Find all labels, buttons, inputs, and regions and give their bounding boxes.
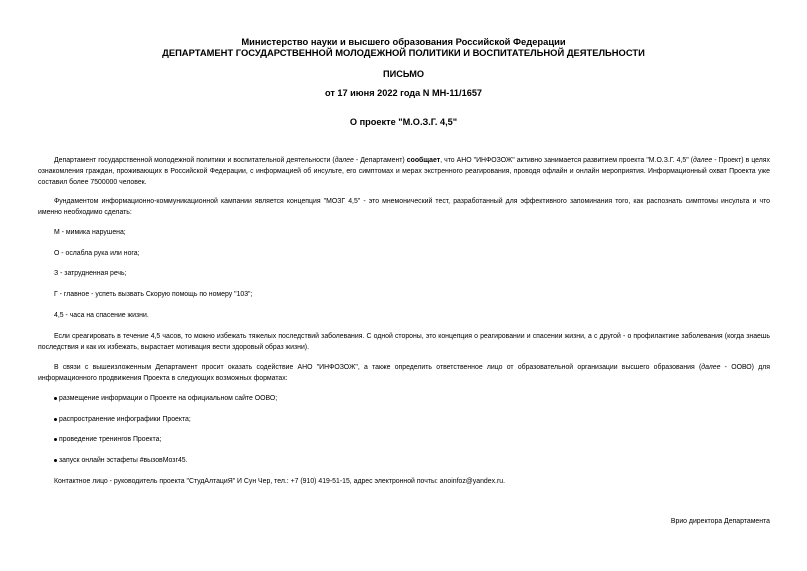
department-heading: ДЕПАРТАМЕНТ ГОСУДАРСТВЕННОЙ МОЛОДЕЖНОЙ ПОЛИТИКИ И ВОСПИТАТЕЛЬНОЙ ДЕЯТЕЛЬНОСТИ [162, 47, 645, 58]
date-number: от 17 июня 2022 года N МН-11/1657 [324, 88, 483, 98]
paragraph-reaction: Если среагировать в течение 4,5 часов, то можно избежать тяжелых последствий заболевания. С одной стороны, это концепция о реагировании и спасении жизни, а с другой - о профилактике заболевания (когда знаешь последствия и как их избежать, вырастает мотивация вести здоровый образ жизни). [38, 333, 770, 351]
paragraph-intro-italic2: далее [693, 157, 713, 164]
mnemonic-item: З - затрудненная речь; [54, 270, 127, 277]
format-list-item [54, 455, 188, 466]
paragraph-intro-mid: - Департамент) [353, 157, 407, 164]
bullet-icon [54, 438, 57, 441]
mnemonic-item: 4,5 - часа на спасение жизни. [54, 312, 149, 319]
subject-heading: О проекте "М.О.З.Г. 4,5" [349, 117, 458, 127]
contact-info: Контактное лицо - руководитель проекта "СтудАлтациЯ" И Сун Чер, тел.: +7 (910) 419-51-15, адрес электронной почты: anoinfoz@yandex.ru. [54, 478, 505, 485]
document-type: ПИСЬМО [382, 69, 425, 79]
paragraph-request-italic: далее [701, 364, 721, 371]
paragraph-intro-mid2: , что АНО "ИНФОЗОЖ" активно занимается развитием проекта "М.О.З.Г. 4,5" ( [440, 157, 694, 164]
paragraph-intro-tail: - Проект) в целях ознакомления граждан, проживающих в Российской Федерации, с информацией об инсульте, его симптомах и мерах экстренного реагирования, проводя офлайн и онлайн мероприятия. Информационный охват Проекта уже составил более 7500000 человек. [38, 157, 770, 186]
paragraph-request [38, 362, 770, 384]
bullet-icon [54, 418, 57, 421]
bullet-icon [54, 459, 57, 462]
format-text: проведение тренингов Проекта; [59, 436, 162, 443]
format-text: распространение инфографики Проекта; [59, 416, 191, 423]
paragraph-request-lead: В связи с вышеизложенным Департамент просит оказать содействие АНО "ИНФОЗОЖ", а также определить ответственное лицо от образовательной организации высшего образования ( [54, 364, 702, 371]
format-list-item [54, 434, 161, 445]
paragraph-concept: Фундаментом информационно-коммуникационной кампании является концепция "МОЗГ 4,5" - это мнемонический тест, разработанный для эффективного запоминания того, как распознать симптомы инсульта и что именно необходимо сделать: [38, 198, 770, 216]
format-list-item [54, 414, 191, 425]
format-text: размещение информации о Проекте на официальном сайте ООВО; [59, 395, 278, 402]
paragraph-intro-lead: Департамент государственной молодежной политики и воспитательной деятельности ( [54, 157, 335, 164]
mnemonic-item: О - ослабла рука или нога; [54, 250, 140, 257]
paragraph-intro [38, 155, 770, 188]
ministry-heading: Министерство науки и высшего образования Российской Федерации [241, 36, 566, 47]
mnemonic-item: Г - главное - успеть вызвать Скорую помощь по номеру "103"; [54, 291, 253, 298]
mnemonic-item: М - мимика нарушена; [54, 229, 126, 236]
format-text: запуск онлайн эстафеты #вызовМозг45. [59, 457, 188, 464]
paragraph-intro-italic: далее [334, 157, 354, 164]
paragraph-request-tail: - ООВО) для информационного продвижения Проекта в следующих возможных форматах: [38, 364, 770, 382]
paragraph-intro-bold: сообщает [406, 157, 441, 164]
bullet-icon [54, 397, 57, 400]
signature-title: Врио директора Департамента [670, 518, 770, 525]
format-list-item [54, 393, 277, 404]
